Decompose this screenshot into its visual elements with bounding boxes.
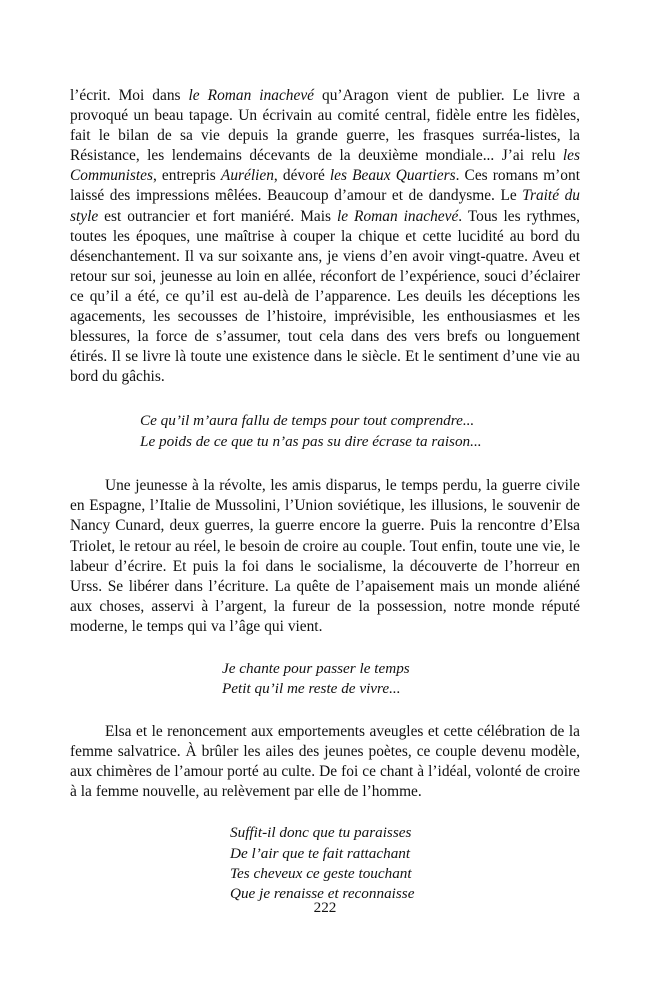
verse-line: Tes cheveux ce geste touchant [230,864,412,882]
body-paragraph-3: Elsa et le renoncement aux emportements aveugles et cette célébration de la femme salvatrice. À brûler les ailes des jeunes poètes, ce couple devenu modèle, aux chimères de l’amour porté au culte. De foi ce chant à l’idéal, volonté de croire à la femme nouvelle, au relèvement par elle de l’homme. [70,722,580,801]
verse-block-3 [70,823,580,905]
italic-title: le Roman inachevé [336,207,459,225]
verse-line: Je chante pour passer le temps [222,659,410,677]
spacer [70,452,580,476]
text-column [70,86,580,905]
italic-title: le Roman inachevé [188,87,314,104]
page-number: 222 [313,899,337,916]
verse-line: Le poids de ce que tu n’as pas su dire écrase ta raison... [140,432,482,450]
spacer [70,387,580,411]
verse-block-2 [70,659,580,700]
body-paragraph-2: Une jeunesse à la révolte, les amis disparus, le temps perdu, la guerre civile en Espagne, l’Italie de Mussolini, l’Union soviétique, les illusions, le souvenir de Nancy Cunard, deux guerres, la guerre encore la guerre. Puis la rencontre d’Elsa Triolet, le retour au réel, le besoin de croire au couple. Tout enfin, toute une vie, le labeur d’écrire. Et puis la foi dans le socialisme, la découverte de l’horreur en Urss. Se libérer dans l’écriture. La quête de l’apaisement mais un monde aliéné aux choses, asservi à l’argent, la fureur de la possession, notre monde réputé moderne, le temps qui va l’âge qui vient. [70,477,580,635]
verse-line: Suffit-il donc que tu paraisses [230,824,412,842]
verse-line: Que je renaisse et reconnaisse [230,885,415,903]
italic-title: Aurélien [220,167,274,185]
spacer [70,700,580,722]
verse-line: Ce qu’il m’aura fallu de temps pour tout comprendre... [140,412,475,430]
italic-title: les Beaux Quartiers [329,167,456,185]
verse-line: De l’air que te fait rattachant [230,844,411,862]
spacer [70,802,580,823]
italic-title: les Communistes [70,147,580,185]
verse-block-1 [70,411,580,452]
italic-title: Traité du style [70,187,580,225]
spacer [70,637,580,659]
body-paragraph-1: l’écrit. Moi dans le Roman inachevé qu’Aragon vient de publier. Le livre a provoqué un beau tapage. Un écrivain au comité central, fidèle entre les fidèles, fait le bilan de sa vie depuis la grande guerre, les frasques surréa-listes, la Résistance, les lendemains décevants de la deuxième mondiale... J’ai relu les Communistes, entrepris Aurélien, dévoré les Beaux Quartiers. Ces romans m’ont laissé des impressions mêlées. Beaucoup d’amour et de dandysme. Le Traité du style est outrancier et fort maniéré. Mais le Roman inachevé. Tous les rythmes, toutes les époques, une maîtrise à couper la chique et cette lucidité au bord du désenchantement. Il va sur soixante ans, je viens d’en avoir vingt-quatre. Aveu et retour sur soi, jeunesse au loin en allée, réconfort de l’expérience, souci d’éclairer ce qu’il a été, ce qu’il est au-delà de l’apparence. Les deuils les déceptions les agacements, les secousses de l’histoire, imprévisible, les enthousiasmes et les blessures, la force de s’assumer, tout cela dans des vers brefs ou longuement étirés. Il se livre là toute une existence dans le siècle. Et le sentiment d’une vie au bord du gâchis. [70,87,580,386]
verse-line: Petit qu’il me reste de vivre... [222,680,401,698]
